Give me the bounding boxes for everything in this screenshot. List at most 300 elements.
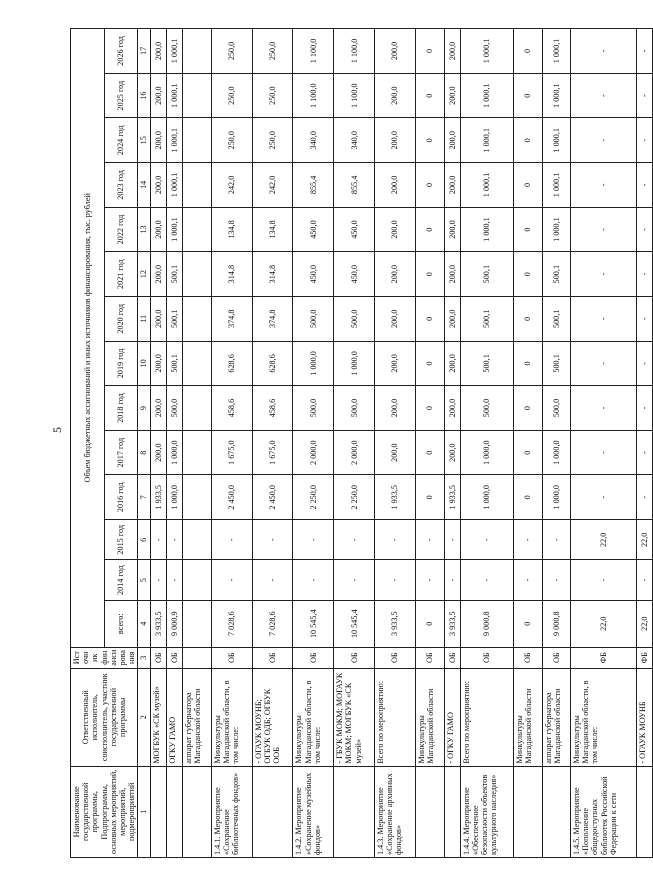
header-year: 2018 год xyxy=(104,386,138,431)
year-value-cell: 1 000,0 xyxy=(460,475,513,520)
year-value-cell: 450,0 xyxy=(334,252,375,297)
activity-name-cell xyxy=(252,766,293,857)
executor-cell: - ОГАУК МОУНБ; ОГБУК ОДБ; ОГБУК ООБ xyxy=(252,668,293,766)
table-row xyxy=(444,29,460,858)
year-value-cell: 0 xyxy=(415,252,444,297)
year-value-cell: - xyxy=(571,163,636,208)
header-year: 2022 год xyxy=(104,207,138,252)
year-value-cell: 0 xyxy=(415,430,444,475)
year-value-cell: 1 000,0 xyxy=(334,341,375,386)
total-cell: 3 933,5 xyxy=(150,600,166,647)
year-value-cell: 200,0 xyxy=(375,296,416,341)
header-year: 2025 год xyxy=(104,73,138,118)
header-financing-group: Объем бюджетных ассигнований и иных источников финансирования, тыс. рублей xyxy=(71,29,105,648)
year-value-cell: 200,0 xyxy=(150,73,166,118)
year-value-cell: 1 000,1 xyxy=(460,118,513,163)
source-cell: ОБ xyxy=(334,647,375,668)
year-value-cell: 1 000,1 xyxy=(542,118,571,163)
activity-name-cell xyxy=(150,766,166,857)
year-value-cell xyxy=(183,520,212,560)
year-value-cell: 0 xyxy=(415,475,444,520)
year-value-cell: 200,0 xyxy=(150,118,166,163)
year-value-cell: - xyxy=(334,560,375,600)
year-value-cell: - xyxy=(444,560,460,600)
col-number: 9 xyxy=(138,386,150,431)
executor-cell: - ОГКУ ГАМО xyxy=(444,668,460,766)
year-value-cell: 242,0 xyxy=(211,163,252,208)
source-cell: ОБ xyxy=(293,647,334,668)
year-value-cell: - xyxy=(636,341,652,386)
year-value-cell: 134,8 xyxy=(252,207,293,252)
header-source: Источник финансирования xyxy=(71,647,138,668)
year-value-cell: 500,1 xyxy=(166,252,182,297)
year-value-cell xyxy=(183,430,212,475)
executor-cell: ОГКУ ГАМО xyxy=(166,668,182,766)
table-row xyxy=(571,29,636,858)
year-value-cell: 0 xyxy=(513,430,542,475)
year-value-cell: - xyxy=(252,520,293,560)
table-row xyxy=(293,29,334,858)
year-value-cell: - xyxy=(513,560,542,600)
executor-cell: Минкультуры Магаданской области, в том числе: xyxy=(571,668,636,766)
year-value-cell: 200,0 xyxy=(444,386,460,431)
activity-name-cell xyxy=(415,766,444,857)
year-value-cell: 0 xyxy=(415,386,444,431)
year-value-cell: 200,0 xyxy=(375,386,416,431)
year-value-cell: 1 000,1 xyxy=(166,73,182,118)
source-cell: ОБ xyxy=(460,647,513,668)
executor-cell: Минкультуры Магаданской области, в том числе: xyxy=(211,668,252,766)
year-value-cell: - xyxy=(636,386,652,431)
year-value-cell: 1 000,0 xyxy=(460,430,513,475)
year-value-cell: 340,0 xyxy=(293,118,334,163)
year-value-cell xyxy=(183,252,212,297)
total-cell: 7 028,6 xyxy=(252,600,293,647)
year-value-cell: 200,0 xyxy=(375,207,416,252)
header-year: 2019 год xyxy=(104,341,138,386)
year-value-cell: 855,4 xyxy=(293,163,334,208)
year-value-cell: - xyxy=(293,560,334,600)
table-row xyxy=(636,29,652,858)
total-cell xyxy=(183,600,212,647)
year-value-cell: - xyxy=(252,560,293,600)
year-value-cell: 0 xyxy=(415,296,444,341)
year-value-cell: - xyxy=(571,252,636,297)
year-value-cell: - xyxy=(571,296,636,341)
year-value-cell: 1 933,5 xyxy=(444,475,460,520)
year-value-cell: 2 000,0 xyxy=(334,430,375,475)
col-number: 8 xyxy=(138,430,150,475)
header-executor: Ответственный исполнитель, соисполнитель, участник государственной программы xyxy=(71,668,138,766)
table-row xyxy=(166,29,182,858)
activity-name-cell: 1.4.1. Мероприятие «Сохранение библиотечных фондов» xyxy=(211,766,252,857)
year-value-cell: 250,0 xyxy=(252,29,293,74)
executor-cell: Всего по мероприятию: xyxy=(375,668,416,766)
year-value-cell: - xyxy=(636,73,652,118)
year-value-cell: 500,0 xyxy=(166,386,182,431)
executor-cell: Минкультуры Магаданской области, в том числе: xyxy=(293,668,334,766)
col-number: 7 xyxy=(138,475,150,520)
year-value-cell: 855,4 xyxy=(334,163,375,208)
year-value-cell xyxy=(183,475,212,520)
year-value-cell: 450,0 xyxy=(334,207,375,252)
year-value-cell: 1 000,0 xyxy=(166,475,182,520)
total-cell: 22,0 xyxy=(571,600,636,647)
year-value-cell: 1 000,1 xyxy=(460,163,513,208)
source-cell: ОБ xyxy=(375,647,416,668)
year-value-cell xyxy=(183,73,212,118)
year-value-cell: 200,0 xyxy=(444,207,460,252)
year-value-cell: 1 933,5 xyxy=(375,475,416,520)
year-value-cell: 450,0 xyxy=(293,252,334,297)
year-value-cell: - xyxy=(415,560,444,600)
year-value-cell: - xyxy=(636,163,652,208)
year-value-cell: - xyxy=(571,207,636,252)
year-value-cell: 200,0 xyxy=(375,29,416,74)
year-value-cell: 500,1 xyxy=(460,252,513,297)
year-value-cell: - xyxy=(571,475,636,520)
year-value-cell xyxy=(183,118,212,163)
year-value-cell: 0 xyxy=(415,341,444,386)
year-value-cell: 2 250,0 xyxy=(293,475,334,520)
activity-name-cell xyxy=(542,766,571,857)
source-cell: ОБ xyxy=(513,647,542,668)
header-year: 2021 год xyxy=(104,252,138,297)
year-value-cell: 314,8 xyxy=(252,252,293,297)
table-row xyxy=(252,29,293,858)
year-value-cell: 0 xyxy=(513,29,542,74)
year-value-cell: 0 xyxy=(415,118,444,163)
year-value-cell: 1 933,5 xyxy=(150,475,166,520)
executor-cell: - ГБУК МОКМ; МОГАУК МОКМ; МОГБУК «СК музей» xyxy=(334,668,375,766)
total-cell: 10 545,4 xyxy=(293,600,334,647)
year-value-cell: - xyxy=(334,520,375,560)
table-row xyxy=(183,29,212,858)
year-value-cell: 2 450,0 xyxy=(252,475,293,520)
year-value-cell: 500,1 xyxy=(542,252,571,297)
year-value-cell: - xyxy=(636,29,652,74)
year-value-cell: 200,0 xyxy=(150,430,166,475)
year-value-cell: 0 xyxy=(513,252,542,297)
header-year: 2014 год xyxy=(104,560,138,600)
total-cell: 0 xyxy=(513,600,542,647)
year-value-cell: - xyxy=(415,520,444,560)
year-value-cell: - xyxy=(150,560,166,600)
executor-cell: Минкультуры Магаданской области xyxy=(415,668,444,766)
year-value-cell: 200,0 xyxy=(444,296,460,341)
year-value-cell: - xyxy=(636,430,652,475)
year-value-cell: - xyxy=(571,430,636,475)
total-cell: 3 933,5 xyxy=(444,600,460,647)
year-value-cell: 200,0 xyxy=(444,341,460,386)
year-value-cell xyxy=(183,560,212,600)
financing-table xyxy=(70,28,653,858)
table-row xyxy=(542,29,571,858)
total-cell: 3 933,5 xyxy=(375,600,416,647)
year-value-cell: 200,0 xyxy=(150,296,166,341)
year-value-cell: 200,0 xyxy=(150,29,166,74)
year-value-cell: 1 100,0 xyxy=(293,29,334,74)
year-value-cell: - xyxy=(211,560,252,600)
col-number: 13 xyxy=(138,207,150,252)
year-value-cell: 1 000,0 xyxy=(542,475,571,520)
year-value-cell: 250,0 xyxy=(252,118,293,163)
year-value-cell: - xyxy=(571,560,636,600)
executor-cell: Всего по мероприятию: xyxy=(460,668,513,766)
year-value-cell: 0 xyxy=(513,118,542,163)
year-value-cell: 250,0 xyxy=(211,73,252,118)
total-cell: 9 000,8 xyxy=(542,600,571,647)
year-value-cell: 250,0 xyxy=(211,29,252,74)
year-value-cell: - xyxy=(211,520,252,560)
col-number: 6 xyxy=(138,520,150,560)
year-value-cell: 200,0 xyxy=(444,430,460,475)
year-value-cell: 500,1 xyxy=(166,341,182,386)
source-cell: ОБ xyxy=(252,647,293,668)
year-value-cell: 314,8 xyxy=(211,252,252,297)
executor-cell: аппарат губернатора Магаданской области xyxy=(542,668,571,766)
year-value-cell: 500,0 xyxy=(334,386,375,431)
year-value-cell: 200,0 xyxy=(375,118,416,163)
year-value-cell: - xyxy=(375,520,416,560)
header-year: 2020 год xyxy=(104,296,138,341)
rotated-table-container xyxy=(70,28,649,858)
year-value-cell: - xyxy=(571,73,636,118)
year-value-cell: 0 xyxy=(415,29,444,74)
source-cell: ОБ xyxy=(211,647,252,668)
year-value-cell: 1 100,0 xyxy=(293,73,334,118)
year-value-cell: 500,0 xyxy=(542,386,571,431)
year-value-cell: - xyxy=(166,560,182,600)
year-value-cell: 340,0 xyxy=(334,118,375,163)
year-value-cell: 1 000,0 xyxy=(293,341,334,386)
year-value-cell: 1 100,0 xyxy=(334,73,375,118)
activity-name-cell: 1.4.4. Мероприятие «Обеспечение безопасности объектов культурного наследия» xyxy=(460,766,513,857)
year-value-cell: 500,1 xyxy=(542,296,571,341)
year-value-cell: - xyxy=(571,29,636,74)
year-value-cell: 1 100,0 xyxy=(334,29,375,74)
year-value-cell: 500,0 xyxy=(293,296,334,341)
year-value-cell: 0 xyxy=(513,207,542,252)
year-value-cell: - xyxy=(636,475,652,520)
year-value-cell: - xyxy=(571,386,636,431)
year-value-cell: 458,6 xyxy=(252,386,293,431)
year-value-cell: 134,8 xyxy=(211,207,252,252)
year-value-cell: 500,1 xyxy=(542,341,571,386)
year-value-cell: 458,6 xyxy=(211,386,252,431)
col-number: 1 xyxy=(138,766,150,857)
year-value-cell: 0 xyxy=(415,163,444,208)
header-year: 2017 год xyxy=(104,430,138,475)
header-year: 2024 год xyxy=(104,118,138,163)
executor-cell: - ОГАУК МОУНБ xyxy=(636,668,652,766)
year-value-cell xyxy=(183,207,212,252)
page-number: 5 xyxy=(50,427,64,433)
col-number: 17 xyxy=(138,29,150,74)
col-number: 12 xyxy=(138,252,150,297)
year-value-cell: 200,0 xyxy=(150,252,166,297)
table-body xyxy=(150,29,652,858)
year-value-cell: 0 xyxy=(513,296,542,341)
year-value-cell: 200,0 xyxy=(444,252,460,297)
year-value-cell: - xyxy=(375,560,416,600)
year-value-cell: 1 000,1 xyxy=(166,207,182,252)
col-number: 2 xyxy=(138,668,150,766)
total-cell: 0 xyxy=(415,600,444,647)
year-value-cell: 1 000,0 xyxy=(542,430,571,475)
table-row xyxy=(211,29,252,858)
year-value-cell: - xyxy=(460,520,513,560)
col-number: 4 xyxy=(138,600,150,647)
year-value-cell: - xyxy=(150,520,166,560)
year-value-cell: 1 000,1 xyxy=(460,29,513,74)
year-value-cell: 250,0 xyxy=(252,73,293,118)
year-value-cell: 200,0 xyxy=(375,430,416,475)
col-number: 3 xyxy=(138,647,150,668)
source-cell: ФБ xyxy=(571,647,636,668)
year-value-cell: - xyxy=(636,207,652,252)
source-cell xyxy=(183,647,212,668)
year-value-cell: 0 xyxy=(415,207,444,252)
activity-name-cell xyxy=(183,766,212,857)
year-value-cell: - xyxy=(513,520,542,560)
year-value-cell: 450,0 xyxy=(293,207,334,252)
year-value-cell: 500,1 xyxy=(460,296,513,341)
year-value-cell: 200,0 xyxy=(375,341,416,386)
year-value-cell: - xyxy=(636,296,652,341)
activity-name-cell: 1.4.2. Мероприятие «Сохранение музейных фондов» xyxy=(293,766,334,857)
year-value-cell xyxy=(183,341,212,386)
source-cell: ФБ xyxy=(636,647,652,668)
source-cell: ОБ xyxy=(444,647,460,668)
activity-name-cell xyxy=(334,766,375,857)
year-value-cell: 1 000,0 xyxy=(166,430,182,475)
year-value-cell: - xyxy=(542,560,571,600)
year-value-cell: - xyxy=(636,560,652,600)
header-year: 2016 год xyxy=(104,475,138,520)
year-value-cell: 374,8 xyxy=(252,296,293,341)
year-value-cell: 1 000,1 xyxy=(460,73,513,118)
year-value-cell: 1 000,1 xyxy=(542,207,571,252)
total-cell: 9 000,9 xyxy=(166,600,182,647)
year-value-cell: 1 000,1 xyxy=(542,29,571,74)
source-cell: ОБ xyxy=(542,647,571,668)
year-value-cell: 500,1 xyxy=(460,341,513,386)
year-value-cell: 500,0 xyxy=(293,386,334,431)
source-cell: ОБ xyxy=(166,647,182,668)
year-value-cell: 200,0 xyxy=(150,207,166,252)
activity-name-cell xyxy=(513,766,542,857)
col-number: 16 xyxy=(138,73,150,118)
year-value-cell: 2 000,0 xyxy=(293,430,334,475)
year-value-cell: - xyxy=(542,520,571,560)
year-value-cell: 0 xyxy=(513,163,542,208)
year-value-cell: 2 250,0 xyxy=(334,475,375,520)
year-value-cell: - xyxy=(166,520,182,560)
year-value-cell: 0 xyxy=(513,386,542,431)
executor-cell: Минкультуры Магаданской области xyxy=(513,668,542,766)
year-value-cell: - xyxy=(460,560,513,600)
header-year: 2015 год xyxy=(104,520,138,560)
year-value-cell: - xyxy=(293,520,334,560)
year-value-cell: 200,0 xyxy=(444,29,460,74)
activity-name-cell: 1.4.5. Мероприятие «Пополнение общедоступных библиотек Российской Федерации к сети xyxy=(571,766,636,857)
year-value-cell: 200,0 xyxy=(150,163,166,208)
table-row xyxy=(375,29,416,858)
year-value-cell: 200,0 xyxy=(375,163,416,208)
year-value-cell: - xyxy=(571,118,636,163)
total-cell: 9 000,8 xyxy=(460,600,513,647)
col-number: 11 xyxy=(138,296,150,341)
year-value-cell xyxy=(183,29,212,74)
year-value-cell: 500,0 xyxy=(334,296,375,341)
source-cell: ОБ xyxy=(415,647,444,668)
year-value-cell xyxy=(183,296,212,341)
year-value-cell: 0 xyxy=(513,475,542,520)
table-row xyxy=(334,29,375,858)
activity-name-cell xyxy=(636,766,652,857)
year-value-cell: 500,0 xyxy=(460,386,513,431)
activity-name-cell xyxy=(444,766,460,857)
year-value-cell: 2 450,0 xyxy=(211,475,252,520)
year-value-cell: 242,0 xyxy=(252,163,293,208)
year-value-cell: 22,0 xyxy=(571,520,636,560)
year-value-cell xyxy=(183,386,212,431)
col-number: 5 xyxy=(138,560,150,600)
year-value-cell: 200,0 xyxy=(444,163,460,208)
header-year: 2023 год xyxy=(104,163,138,208)
year-value-cell: 1 000,1 xyxy=(542,163,571,208)
year-value-cell: 1 675,0 xyxy=(252,430,293,475)
year-value-cell: 500,1 xyxy=(166,296,182,341)
source-cell: ОБ xyxy=(150,647,166,668)
table-row xyxy=(150,29,166,858)
header-total: всего: xyxy=(104,600,138,647)
year-value-cell: 1 000,1 xyxy=(460,207,513,252)
year-value-cell: 1 675,0 xyxy=(211,430,252,475)
year-value-cell: 1 000,1 xyxy=(166,29,182,74)
year-value-cell: 628,6 xyxy=(252,341,293,386)
year-value-cell: 0 xyxy=(513,341,542,386)
table-row xyxy=(460,29,513,858)
col-number: 15 xyxy=(138,118,150,163)
year-value-cell: 200,0 xyxy=(375,73,416,118)
year-value-cell: - xyxy=(444,520,460,560)
activity-name-cell: 1.4.3. Мероприятие «Сохранение архивных фондов» xyxy=(375,766,416,857)
year-value-cell: 0 xyxy=(513,73,542,118)
total-cell: 10 545,4 xyxy=(334,600,375,647)
year-value-cell: 200,0 xyxy=(444,118,460,163)
year-value-cell: 374,8 xyxy=(211,296,252,341)
year-value-cell: 1 000,1 xyxy=(542,73,571,118)
year-value-cell xyxy=(183,163,212,208)
year-value-cell: 200,0 xyxy=(150,386,166,431)
total-cell: 7 028,6 xyxy=(211,600,252,647)
executor-cell: МОГБУК «СК музей» xyxy=(150,668,166,766)
executor-cell: аппарат губернатора Магаданской области xyxy=(183,668,212,766)
year-value-cell: 200,0 xyxy=(444,73,460,118)
year-value-cell: 628,6 xyxy=(211,341,252,386)
year-value-cell: 0 xyxy=(415,73,444,118)
year-value-cell: 200,0 xyxy=(375,252,416,297)
header-program-name: Наименование государственной программы, Подпрограммы, основных мероприятий, мероприятий, подмероприятий xyxy=(71,766,138,857)
year-value-cell: - xyxy=(636,118,652,163)
year-value-cell: - xyxy=(571,341,636,386)
col-number: 14 xyxy=(138,163,150,208)
table-row xyxy=(513,29,542,858)
year-value-cell: 1 000,1 xyxy=(166,163,182,208)
year-value-cell: 200,0 xyxy=(150,341,166,386)
